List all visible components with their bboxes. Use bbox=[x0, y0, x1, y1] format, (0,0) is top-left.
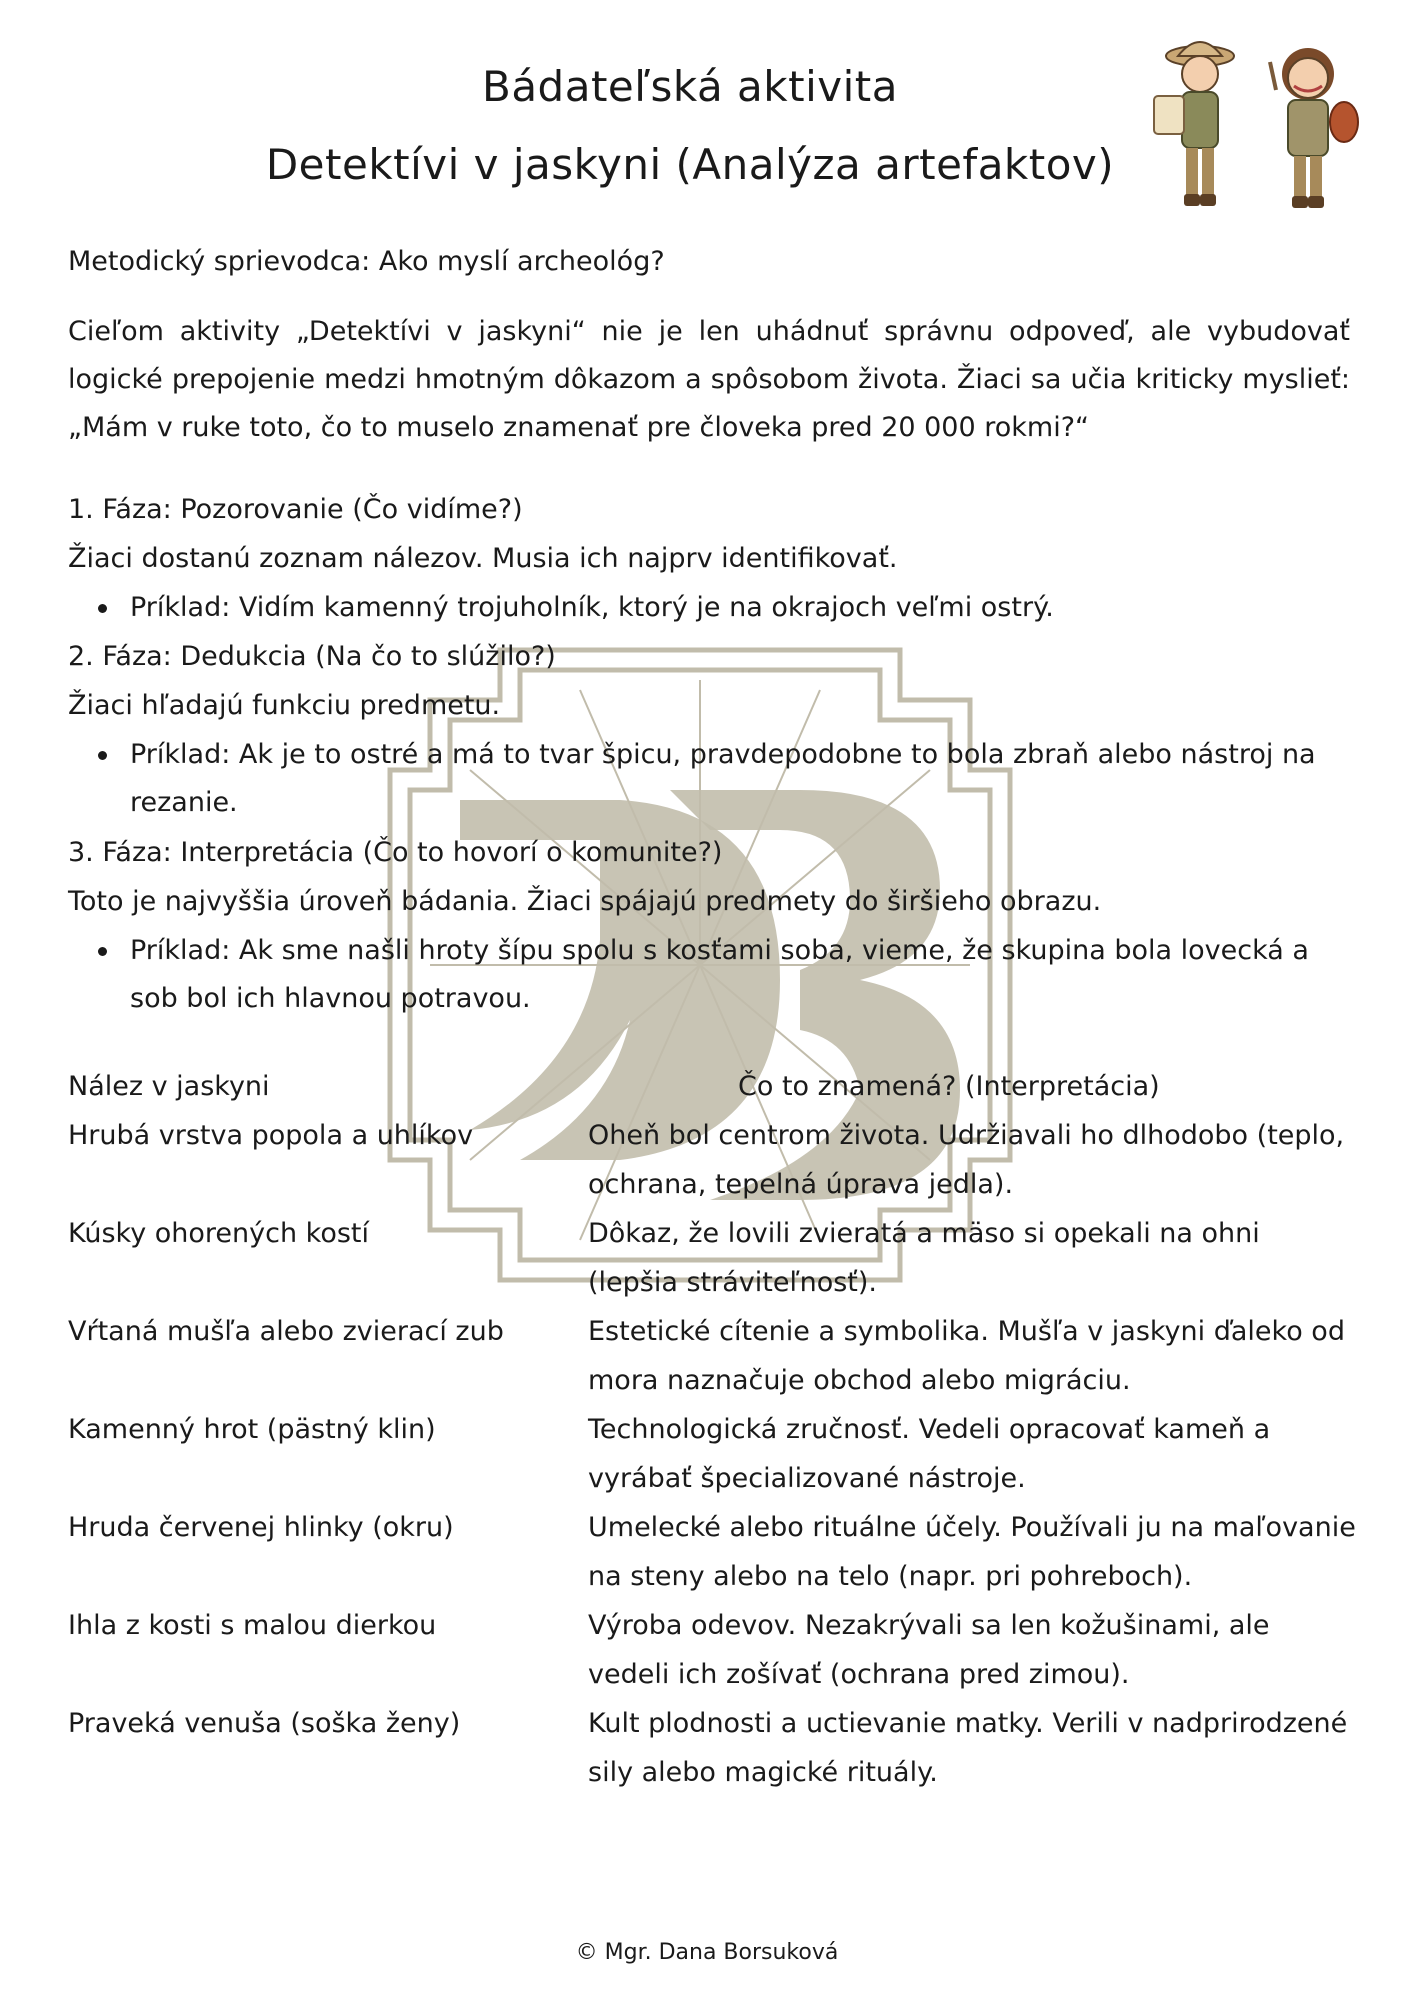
table-header-row bbox=[68, 1062, 1358, 1111]
table-row bbox=[68, 1209, 1358, 1307]
phase-3-heading: 3. Fáza: Interpretácia (Čo to hovorí o komunite?) bbox=[68, 837, 723, 868]
table-cell-find: Kamenný hrot (pästný klin) bbox=[68, 1414, 436, 1445]
phase-1-text: Žiaci dostanú zoznam nálezov. Musia ich najprv identifikovať. bbox=[68, 543, 898, 574]
table-row bbox=[68, 1405, 1358, 1503]
table-cell-meaning: Umelecké alebo rituálne účely. Používali ju na maľovanie na steny alebo na telo (napr. pri pohreboch). bbox=[588, 1512, 1356, 1592]
table-cell-find: Praveká venuša (soška ženy) bbox=[68, 1708, 461, 1739]
table-cell-find: Kúsky ohorených kostí bbox=[68, 1218, 370, 1249]
artifact-table bbox=[68, 1062, 1358, 1797]
table-cell-meaning: Estetické cítenie a symbolika. Mušľa v jaskyni ďaleko od mora naznačuje obchod alebo migráciu. bbox=[588, 1316, 1345, 1396]
page-title: Bádateľská aktivita bbox=[482, 62, 898, 111]
table-row bbox=[68, 1111, 1358, 1209]
table-cell-find: Vŕtaná mušľa alebo zvierací zub bbox=[68, 1316, 504, 1347]
phase-1-example-text: Príklad: Vidím kamenný trojuholník, ktorý je na okrajoch veľmi ostrý. bbox=[130, 592, 1054, 623]
phase-3-example-text: Príklad: Ak sme našli hroty šípu spolu s kosťami soba, vieme, že skupina bola lovecká a sob bol ich hlavnou potravou. bbox=[130, 935, 1309, 1014]
explorer-girl-icon bbox=[1270, 48, 1358, 208]
phase-1-example bbox=[98, 584, 1350, 632]
table-cell-meaning: Kult plodnosti a uctievanie matky. Verili v nadprirodzené sily alebo magické rituály. bbox=[588, 1708, 1348, 1788]
explorer-kids-illustration bbox=[1148, 34, 1368, 234]
table-cell-meaning: Výroba odevov. Nezakrývali sa len kožušinami, ale vedeli ich zošívať (ochrana pred zimou). bbox=[588, 1610, 1270, 1690]
table-row bbox=[68, 1601, 1358, 1699]
table-header-meaning: Čo to znamená? (Interpretácia) bbox=[738, 1071, 1160, 1102]
phase-2-text: Žiaci hľadajú funkciu predmetu. bbox=[68, 690, 501, 721]
page-subtitle: Detektívi v jaskyni (Analýza artefaktov) bbox=[265, 140, 1115, 189]
table-header-find: Nález v jaskyni bbox=[68, 1071, 270, 1102]
phase-1-heading: 1. Fáza: Pozorovanie (Čo vidíme?) bbox=[68, 494, 523, 525]
table-cell-find: Hruda červenej hlinky (okru) bbox=[68, 1512, 454, 1543]
table-row bbox=[68, 1503, 1358, 1601]
explorer-boy-icon bbox=[1154, 42, 1234, 206]
phase-2-example-text: Príklad: Ak je to ostré a má to tvar špicu, pravdepodobne to bola zbraň alebo nástroj na rezanie. bbox=[130, 739, 1316, 818]
phase-3-example bbox=[98, 927, 1350, 1023]
phase-2-example bbox=[98, 731, 1350, 827]
intro-paragraph: Cieľom aktivity „Detektívi v jaskyni“ nie je len uhádnuť správnu odpoveď, ale vybudovať logické prepojenie medzi hmotným dôkazom a spôsobom života. Žiaci sa učia kriticky myslieť: „Mám v ruke toto, čo to muselo znamenať pre človeka pred 20 000 rokmi?“ bbox=[68, 316, 1350, 443]
table-row bbox=[68, 1307, 1358, 1405]
table-row bbox=[68, 1699, 1358, 1797]
table-cell-meaning: Oheň bol centrom života. Udržiavali ho dlhodobo (teplo, ochrana, tepelná úprava jedla). bbox=[588, 1120, 1345, 1200]
copyright-footer: © Mgr. Dana Borsuková bbox=[575, 1940, 839, 1965]
guide-heading: Metodický sprievodca: Ako myslí archeológ? bbox=[68, 246, 665, 277]
phase-3-text: Toto je najvyššia úroveň bádania. Žiaci spájajú predmety do širšieho obrazu. bbox=[68, 886, 1102, 917]
phase-2-heading: 2. Fáza: Dedukcia (Na čo to slúžilo?) bbox=[68, 641, 556, 672]
table-cell-find: Ihla z kosti s malou dierkou bbox=[68, 1610, 437, 1641]
table-cell-meaning: Dôkaz, že lovili zvieratá a mäso si opekali na ohni (lepšia stráviteľnosť). bbox=[588, 1218, 1260, 1298]
table-cell-find: Hrubá vrstva popola a uhlíkov bbox=[68, 1120, 474, 1151]
table-cell-meaning: Technologická zručnosť. Vedeli opracovať kameň a vyrábať špecializované nástroje. bbox=[588, 1414, 1271, 1494]
